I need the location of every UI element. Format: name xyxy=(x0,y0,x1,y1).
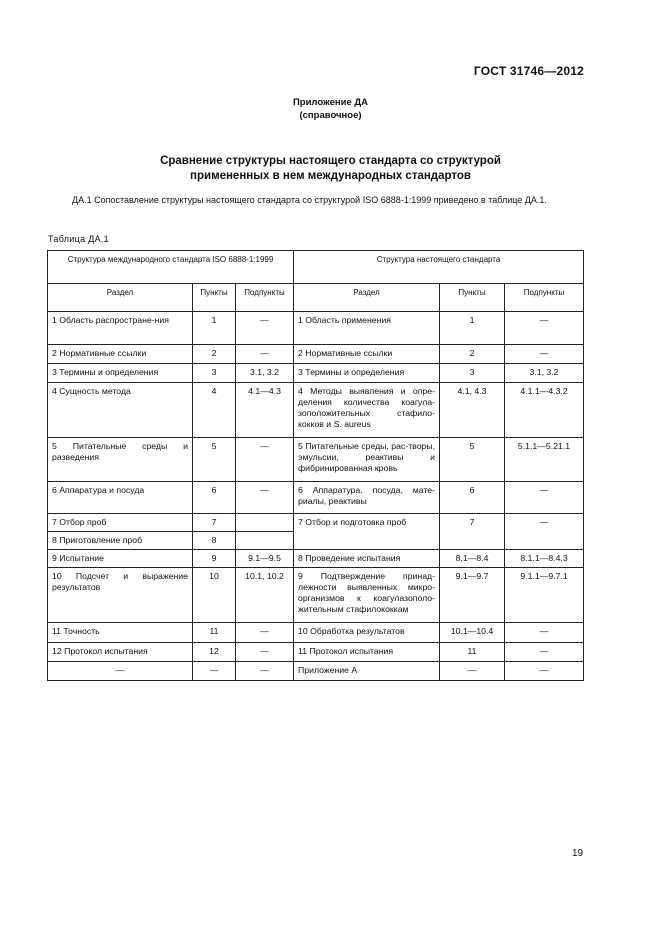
table-cell: 10 Подсчет и выражение результатов xyxy=(48,568,193,623)
table-cell: 1 xyxy=(193,312,236,345)
table-cell: — xyxy=(193,662,236,681)
table-cell: 7 xyxy=(193,514,236,532)
table-cell: — xyxy=(48,662,193,681)
document-title-line2: примененных в нем международных стандартов xyxy=(190,170,471,182)
table-cell: 4 xyxy=(193,383,236,438)
table-cell: — xyxy=(505,643,584,662)
table-row xyxy=(48,662,584,681)
table-cell: 2 Нормативные ссылки xyxy=(48,345,193,364)
group-header-national: Структура настоящего стандарта xyxy=(294,251,584,284)
document-title xyxy=(0,154,661,184)
table-cell: 6 Аппаратура и посуда xyxy=(48,482,193,514)
column-header: Пункты xyxy=(440,284,505,312)
table-cell: 4.1—4.3 xyxy=(236,383,294,438)
table-cell: 11 Точность xyxy=(48,623,193,643)
table-cell: 6 Аппаратура, посуда, мате-риалы, реактивы xyxy=(294,482,440,514)
group-header-international: Структура международного стандарта ISO 6888-1:1999 xyxy=(48,251,294,284)
table-column-header-row xyxy=(48,284,584,312)
table-cell: — xyxy=(236,662,294,681)
table-row xyxy=(48,623,584,643)
table-cell: 9.1—9.7 xyxy=(440,568,505,623)
table-cell: 7 Отбор проб xyxy=(48,514,193,532)
table-cell: 11 xyxy=(193,623,236,643)
comparison-table xyxy=(47,250,584,681)
appendix-title: Приложение ДА xyxy=(292,97,369,108)
table-cell: — xyxy=(236,623,294,643)
table-cell: 8.1—8.4 xyxy=(440,550,505,568)
table-row xyxy=(48,345,584,364)
table-cell: 11 xyxy=(440,643,505,662)
column-header: Пункты xyxy=(193,284,236,312)
table-cell: 8 Приготовление проб xyxy=(48,532,193,550)
table-cell: 4 Сущность метода xyxy=(48,383,193,438)
table-row xyxy=(48,514,584,532)
table-cell: 10.1, 10.2 xyxy=(236,568,294,623)
table-cell: 4.1, 4.3 xyxy=(440,383,505,438)
table-cell: 3 Термины и определения xyxy=(294,364,440,383)
table-cell: 12 Протокол испытания xyxy=(48,643,193,662)
table-cell: 9.1—9.5 xyxy=(236,550,294,568)
column-header: Раздел xyxy=(48,284,193,312)
table-cell: 9 xyxy=(193,550,236,568)
table-cell: 4.1.1—4.3.2 xyxy=(505,383,584,438)
table-cell: 5.1.1—5.21.1 xyxy=(505,438,584,482)
table-cell: 3 xyxy=(193,364,236,383)
appendix-heading xyxy=(0,96,661,122)
table-cell: 7 Отбор и подготовка проб xyxy=(294,514,440,550)
table-cell: 7 xyxy=(440,514,505,550)
table-cell: — xyxy=(505,345,584,364)
table-row xyxy=(48,550,584,568)
table-cell: 2 Нормативные ссылки xyxy=(294,345,440,364)
table-cell: — xyxy=(440,662,505,681)
table-cell: 10.1—10.4 xyxy=(440,623,505,643)
column-header: Подпункты xyxy=(505,284,584,312)
table-cell: 10 Обработка результатов xyxy=(294,623,440,643)
table-row xyxy=(48,383,584,438)
table-cell: 12 xyxy=(193,643,236,662)
table-cell: — xyxy=(236,643,294,662)
table-cell xyxy=(236,532,294,550)
table-cell: 11 Протокол испытания xyxy=(294,643,440,662)
table-cell: — xyxy=(505,312,584,345)
table-row xyxy=(48,643,584,662)
table-cell: 10 xyxy=(193,568,236,623)
table-cell: 5 Питательные среды, рас-творы, эмульсии, реактивы и фибринированная кровь xyxy=(294,438,440,482)
table-cell: 4 Методы выявления и опре-деления количества коагула-зоположительных стафило-кокков и S. aureus xyxy=(294,383,440,438)
table-caption: Таблица ДА.1 xyxy=(48,234,109,244)
table-group-header-row xyxy=(48,251,584,284)
table-cell: 5 xyxy=(440,438,505,482)
page-number: 19 xyxy=(572,848,584,859)
table-cell: 6 xyxy=(193,482,236,514)
table-cell: 1 Область применения xyxy=(294,312,440,345)
column-header: Раздел xyxy=(294,284,440,312)
table-cell: — xyxy=(505,662,584,681)
document-title-line1: Сравнение структуры настоящего стандарта со структурой xyxy=(160,155,501,167)
table-cell: — xyxy=(236,438,294,482)
table-cell: 9 Подтверждение принад-лежности выявленных микро-организмов к коагулазополо-жительным стафилококкам xyxy=(294,568,440,623)
table-cell: 6 xyxy=(440,482,505,514)
table-row xyxy=(48,568,584,623)
intro-paragraph: ДА.1 Сопоставление структуры настоящего стандарта со структурой ISO 6888-1:1999 приведено в таблице ДА.1. xyxy=(72,195,547,205)
table-cell: 9.1.1—9.7.1 xyxy=(505,568,584,623)
table-cell xyxy=(236,514,294,532)
table-cell: 2 xyxy=(440,345,505,364)
column-header: Подпункты xyxy=(236,284,294,312)
table-cell: 3.1, 3.2 xyxy=(236,364,294,383)
table-cell: 3 xyxy=(440,364,505,383)
table-cell: — xyxy=(505,623,584,643)
table-cell: 2 xyxy=(193,345,236,364)
table-cell: 5 xyxy=(193,438,236,482)
table-cell: 1 Область распростране-ния xyxy=(48,312,193,345)
table-cell: — xyxy=(236,482,294,514)
table-cell: 8.1.1—8.4.3 xyxy=(505,550,584,568)
table-cell: 8 Проведение испытания xyxy=(294,550,440,568)
table-row xyxy=(48,482,584,514)
table-cell: — xyxy=(236,345,294,364)
table-cell: Приложение А xyxy=(294,662,440,681)
table-cell: 8 xyxy=(193,532,236,550)
table-cell: — xyxy=(505,482,584,514)
table-cell: — xyxy=(236,312,294,345)
table-cell: 1 xyxy=(440,312,505,345)
standard-code: ГОСТ 31746—2012 xyxy=(473,64,584,78)
table-cell: 3 Термины и определения xyxy=(48,364,193,383)
table-cell: 9 Испытание xyxy=(48,550,193,568)
table-cell: 3.1, 3.2 xyxy=(505,364,584,383)
table-row xyxy=(48,312,584,345)
appendix-subtitle: (справочное) xyxy=(299,110,362,121)
table-row xyxy=(48,364,584,383)
table-row xyxy=(48,438,584,482)
table-cell: — xyxy=(505,514,584,550)
table-cell: 5 Питательные среды и разведения xyxy=(48,438,193,482)
